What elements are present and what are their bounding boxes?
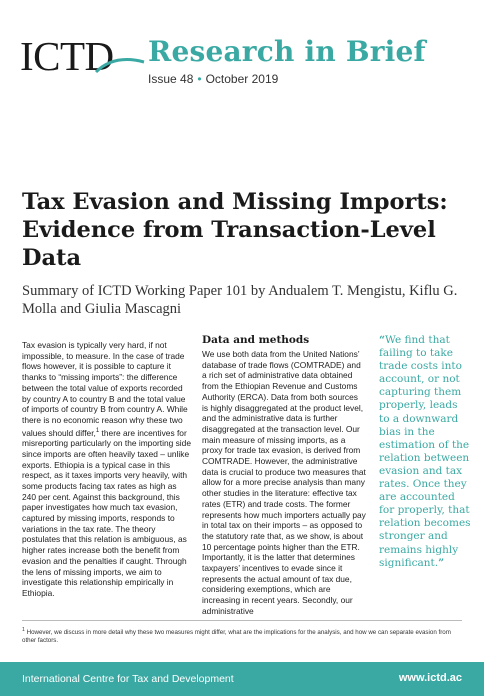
separator-dot: • (197, 72, 202, 86)
intro-column (22, 340, 192, 599)
close-quote-icon: ” (438, 556, 445, 569)
issue-date: October 2019 (205, 72, 279, 86)
page-subtitle: Summary of ICTD Working Paper 101 by Andualem T. Mengistu, Kiflu G. Molla and Giulia Mascagni (22, 283, 458, 317)
open-quote-icon: “ (379, 334, 386, 346)
page-title: Tax Evasion and Missing Imports: Evidence from Transaction-Level Data (22, 189, 448, 271)
pull-quote-text: We find that failing to take trade costs into account, or not capturing them properly, leads to a downward bias in the estimation of the relation between evasion and tax rates. Once they are accounted for properly, that relation becomes stronger and remains highly significant. (379, 334, 471, 569)
issue-line (148, 72, 278, 86)
section-heading: Data and methods (202, 334, 310, 346)
data-methods-text: We use both data from the United Nations’ database of trade flows (COMTRADE) and a rich set of administrative data obtained from the Ethiopian Revenue and Customs Authority (ERCA). Data from both sources is highly disaggregated at the product level, and the administrative data is further disaggregated at the transaction level. Our main measure of missing imports, as a proxy for trade tax evasion, is derived from COMTRADE. However, the administrative data is crucial to produce two measures that allow for a more precise analysis than many other studies in the literature: effective tax rates (ETR) and trade costs. The former represents how much importers actually pay in total tax on their imports – as opposed to the statutory rate that, as we show, is about 10 percentage points higher than the ETR. Importantly, it is the latter that determines taxpayers’ incentives to evade since it represents the actual amount of tax due, considering exemptions, which are increasing in recent years. Secondly, our administrative (202, 349, 366, 616)
pull-quote (379, 334, 471, 570)
logo-text: ICTD (20, 33, 114, 79)
data-methods-column (202, 334, 366, 617)
footer-org-name: International Centre for Tax and Development (22, 673, 234, 685)
ictd-logo (20, 33, 114, 79)
footnote-marker: 1 (22, 627, 25, 633)
footer-website-link[interactable]: www.ictd.ac (398, 672, 462, 684)
issue-number: Issue 48 (148, 72, 194, 86)
footnote (22, 626, 462, 645)
intro-text-b: there are incentives for misreporting particularly on the importing side since imports are often heavily taxed – unlike exports. Ethiopia is a typical case in this respect, as it taxes imports very heavily, with some products facing tax rates as high as 240 per cent. Against this background, this paper investigates how much tax evasion, captured by missing imports, responds to variations in the tax rate. The theory postulates that this relation is ambiguous, as higher rates increase both the benefit from evasion and the penalties if caught. Through the lens of missing imports, we aim to investigate this relationship empirically in Ethiopia. (22, 427, 191, 598)
series-title: Research in Brief (148, 35, 426, 68)
footnote-divider (22, 620, 462, 621)
intro-text-a: Tax evasion is typically very hard, if not impossible, to measure. In the case of trade flows however, it is possible to capture it thanks to “missing imports”: the difference between the total value of exports recorded by country A to country B and the total value of imports of country B from country A. While there is no economic reason why these two values should differ, (22, 340, 188, 438)
footnote-reference[interactable]: 1 (95, 427, 100, 434)
footnote-text: However, we discuss in more detail why these two measures might differ, what are the implications for the analysis, and how we can separate evasion from other factors. (22, 629, 451, 645)
logo-swoosh-icon (94, 56, 146, 76)
